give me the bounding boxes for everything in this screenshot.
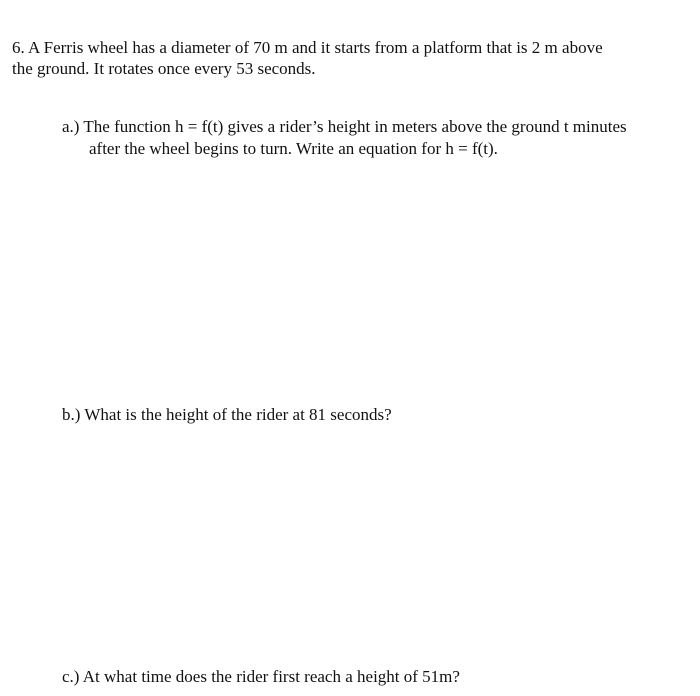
problem-text-line-1: 6. A Ferris wheel has a diameter of 70 m and it starts from a platform that is 2 m above (12, 38, 603, 57)
problem-text-line-2: the ground. It rotates once every 53 seconds. (12, 59, 316, 78)
part-a-text-line-2: after the wheel begins to turn. Write an equation for h = f(t). (89, 139, 498, 158)
part-c-text: c.) At what time does the rider first reach a height of 51m? (62, 667, 460, 686)
part-a-text-line-1: a.) The function h = f(t) gives a rider’s height in meters above the ground t minutes (62, 117, 627, 136)
part-b-text: b.) What is the height of the rider at 81 seconds? (62, 405, 392, 424)
